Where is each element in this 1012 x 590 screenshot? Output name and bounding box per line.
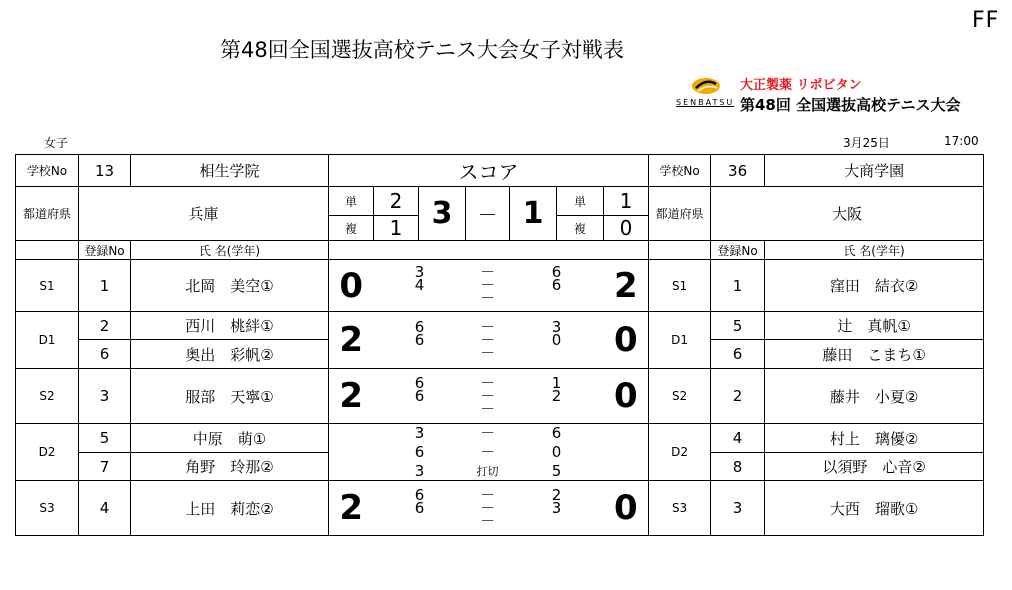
right-player-name: 辻 真帆① [765,312,984,340]
right-player-no: 2 [711,369,765,424]
match-position: D1 [649,312,711,369]
left-player-name: 西川 桃絆① [131,312,329,340]
right-player-name: 大西 瑠歌① [765,481,984,536]
right-match-result [604,424,649,481]
set-score: 6 [414,498,425,517]
match-position: D2 [16,424,79,481]
left-set-scores [374,481,466,536]
set-dash: － [479,498,495,517]
set-dash: － [479,442,495,461]
left-set-scores [374,369,466,424]
set-score: 2 [551,386,562,405]
page-title: 第48回全国選抜高校テニス大会女子対戦表 [220,38,624,62]
set-score: 2 [551,485,562,504]
left-match-result: 2 [329,369,374,424]
right-school-name: 大商学園 [765,155,984,187]
sponsor-tournament-name: 第48回 全国選抜高校テニス大会 [740,96,961,114]
left-set-scores [374,424,466,481]
right-school-no-label: 学校No [649,155,711,187]
left-name-label: 氏 名(学年) [131,241,329,260]
left-match-result [329,424,374,481]
ff-label: FF [972,8,1000,33]
set-score: 0 [551,442,562,461]
sponsor-senbatsu: SENBATSU [676,98,735,107]
match-position: S3 [16,481,79,536]
right-match-result: 0 [604,369,649,424]
left-doubles-wins: 1 [374,216,419,241]
right-player-no: 1 [711,260,765,312]
match-sheet-table [15,154,984,536]
left-school-no: 13 [79,155,131,187]
left-player-no: 2 [79,312,131,340]
score-header: スコア [329,155,649,187]
right-doubles-wins: 0 [604,216,649,241]
set-score: 6 [551,263,562,281]
right-doubles-label: 複 [557,216,604,241]
right-singles-label: 単 [557,187,604,216]
set-score: 3 [551,317,562,336]
match-position: S2 [649,369,711,424]
left-player-name: 角野 玲那② [131,453,329,481]
left-prefecture-label: 都道府県 [16,187,79,241]
right-prefecture: 大阪 [711,187,984,241]
sponsor-brand: 大正製薬 リポビタン [740,78,862,93]
set-dash: － [479,399,495,418]
right-player-no: 3 [711,481,765,536]
left-school-name: 相生学院 [131,155,329,187]
set-dash: － [479,343,495,362]
right-player-no: 6 [711,340,765,369]
set-score: 0 [551,330,562,349]
blank-cell [16,241,79,260]
left-singles-label: 単 [329,187,374,216]
set-dash: － [479,330,495,349]
left-reg-no-label: 登録No [79,241,131,260]
left-match-result: 2 [329,481,374,536]
set-score: 6 [414,485,425,504]
set-score: 6 [414,373,425,392]
right-set-scores [510,481,604,536]
right-singles-wins: 1 [604,187,649,216]
left-player-no: 5 [79,424,131,453]
blank-cell [649,241,711,260]
left-school-no-label: 学校No [16,155,79,187]
right-player-name: 藤田 こまち① [765,340,984,369]
set-score: 6 [414,442,425,461]
right-total: 1 [510,187,557,241]
right-player-name: 以須野 心音② [765,453,984,481]
match-position: S1 [649,260,711,312]
left-player-name: 奥出 彩帆② [131,340,329,369]
right-player-no: 5 [711,312,765,340]
set-dash: － [479,289,495,307]
set-dashes [466,260,510,312]
left-singles-wins: 2 [374,187,419,216]
left-player-no: 6 [79,340,131,369]
set-score: 4 [414,276,425,294]
set-score: 6 [414,330,425,349]
left-player-no: 7 [79,453,131,481]
right-player-name: 村上 璃優② [765,424,984,453]
left-player-name: 北岡 美空① [131,260,329,312]
right-player-no: 8 [711,453,765,481]
set-dash: － [479,423,495,442]
set-dash: － [479,276,495,294]
right-set-scores [510,312,604,369]
right-set-scores [510,260,604,312]
right-set-scores [510,369,604,424]
match-position: S2 [16,369,79,424]
match-date: 3月25日 [843,136,890,150]
set-dashes [466,312,510,369]
right-player-name: 窪田 結衣② [765,260,984,312]
left-prefecture: 兵庫 [79,187,329,241]
set-dash: － [479,485,495,504]
left-match-result: 2 [329,312,374,369]
set-dashes [466,424,510,481]
division-label: 女子 [44,136,69,150]
match-position: S3 [649,481,711,536]
set-score: 5 [551,461,562,480]
set-dashes [466,369,510,424]
match-position: S1 [16,260,79,312]
left-total: 3 [419,187,466,241]
set-score: 6 [414,317,425,336]
set-dash: － [479,263,495,281]
set-score: 6 [414,386,425,405]
set-score: 6 [551,276,562,294]
left-match-result: 0 [329,260,374,312]
set-dash: － [479,373,495,392]
set-dash: － [479,317,495,336]
right-match-result: 0 [604,481,649,536]
set-cut-label: 打切 [476,464,499,478]
left-player-no: 4 [79,481,131,536]
right-school-no: 36 [711,155,765,187]
right-match-result: 2 [604,260,649,312]
right-reg-no-label: 登録No [711,241,765,260]
set-score: 3 [414,263,425,281]
set-dashes [466,481,510,536]
left-player-no: 1 [79,260,131,312]
match-position: D2 [649,424,711,481]
total-dash: － [466,187,510,241]
right-set-scores [510,424,604,481]
left-player-name: 上田 莉恋② [131,481,329,536]
left-player-name: 中原 萌① [131,424,329,453]
left-player-no: 3 [79,369,131,424]
set-dash: － [479,386,495,405]
score-spacer [329,241,649,260]
right-prefecture-label: 都道府県 [649,187,711,241]
set-score: 3 [551,498,562,517]
set-score: 6 [551,423,562,442]
left-set-scores [374,312,466,369]
set-score: 1 [551,373,562,392]
right-player-no: 4 [711,424,765,453]
set-score: 3 [414,461,425,480]
sponsor-logo-icon [690,76,722,96]
match-time: 17:00 [944,134,979,148]
left-player-name: 服部 天寧① [131,369,329,424]
left-doubles-label: 複 [329,216,374,241]
set-score: 3 [414,423,425,442]
set-dash: － [479,511,495,530]
right-name-label: 氏 名(学年) [765,241,984,260]
right-player-name: 藤井 小夏② [765,369,984,424]
left-set-scores [374,260,466,312]
right-match-result: 0 [604,312,649,369]
match-position: D1 [16,312,79,369]
